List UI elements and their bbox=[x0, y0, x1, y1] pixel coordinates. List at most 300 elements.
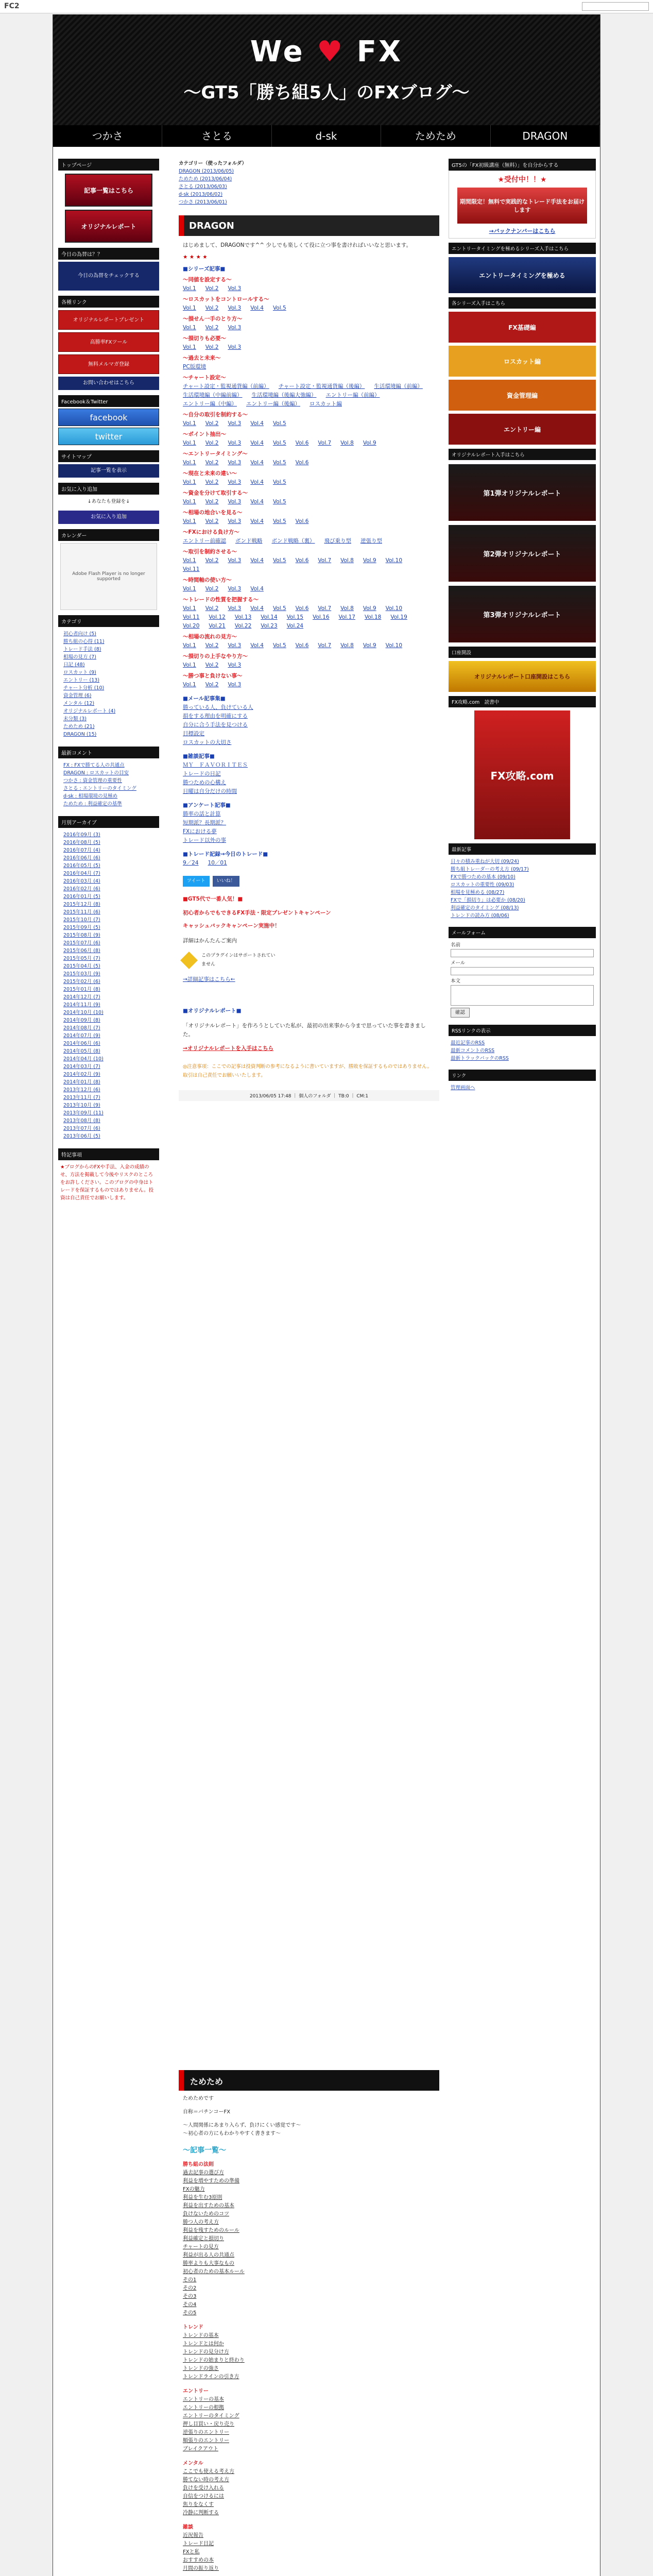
fc2-logo[interactable]: FC2 bbox=[4, 2, 20, 10]
zatsudan-item[interactable]: 勝つための心構え bbox=[183, 779, 226, 786]
series-link[interactable]: Vol.3 bbox=[228, 440, 242, 446]
series-link[interactable]: Vol.2 bbox=[205, 682, 219, 688]
breadcrumb-item[interactable]: DRAGON (2013/06/05) bbox=[179, 168, 234, 174]
archive-item[interactable]: 2015年09月 (5) bbox=[63, 925, 100, 930]
second-link[interactable]: 負けないためのコツ bbox=[183, 2211, 229, 2217]
series-link[interactable]: Vol.3 bbox=[228, 557, 242, 564]
promo-banner[interactable]: 期間限定！無料で実践的なトレード手法をお届けします bbox=[457, 188, 587, 224]
second-link[interactable]: 負けを受け入れる bbox=[183, 2485, 224, 2491]
breadcrumb-item[interactable]: つかさ (2013/06/01) bbox=[179, 199, 227, 205]
entry-series-title: エントリータイミングを極めるシリーズ入手はこちら bbox=[449, 243, 596, 254]
category-item[interactable]: DRAGON (15) bbox=[63, 732, 97, 737]
series-link[interactable]: Vol.12 bbox=[209, 614, 226, 620]
archive-item[interactable]: 2015年01月 (8) bbox=[63, 987, 100, 992]
archive-item[interactable]: 2013年10月 (9) bbox=[63, 1103, 100, 1108]
report-banner[interactable]: オリジナルレポート bbox=[65, 210, 152, 243]
series-link[interactable]: Vol.1 bbox=[183, 305, 196, 311]
archive-item[interactable]: 2014年06月 (6) bbox=[63, 1041, 100, 1046]
report-title: ■オリジナルレポート■ bbox=[183, 1008, 242, 1014]
promo-link[interactable]: →バックナンバーはこちら bbox=[489, 228, 556, 234]
zatsudan-item[interactable]: 日曜は自分だけの時間 bbox=[183, 788, 237, 794]
series-link[interactable]: Vol.9 bbox=[363, 557, 376, 564]
archive-item[interactable]: 2015年03月 (9) bbox=[63, 971, 100, 977]
report-banner[interactable]: 第3弾オリジナルレポート bbox=[449, 586, 596, 642]
series-link[interactable]: Vol.5 bbox=[272, 440, 286, 446]
category-item[interactable]: 初心者向け (5) bbox=[63, 631, 96, 637]
series-link[interactable]: Vol.11 bbox=[183, 566, 200, 572]
archive-item[interactable]: 2016年04月 (7) bbox=[63, 871, 100, 876]
second-link[interactable]: その2 bbox=[183, 2285, 197, 2291]
second-link[interactable]: トレンドの強さ bbox=[183, 2366, 219, 2371]
second-link[interactable]: トレンドラインの引き方 bbox=[183, 2374, 239, 2380]
series-link[interactable]: Vol.5 bbox=[272, 518, 286, 524]
second-link[interactable]: 順張りのエントリー bbox=[183, 2438, 229, 2444]
series-link[interactable]: 飛び乗り型 bbox=[324, 538, 351, 544]
second-link[interactable]: ここでも使える考え方 bbox=[183, 2469, 234, 2475]
rss-item[interactable]: 最新トラックバックのRSS bbox=[451, 1056, 509, 1061]
tool-button[interactable]: 高勝率FXツール bbox=[58, 332, 159, 352]
series-link[interactable]: Vol.3 bbox=[228, 344, 242, 350]
series-link[interactable]: Vol.2 bbox=[205, 440, 219, 446]
series-link[interactable]: Vol.5 bbox=[272, 605, 286, 612]
second-link[interactable]: その4 bbox=[183, 2302, 197, 2308]
category-item[interactable]: ためため (21) bbox=[63, 724, 95, 730]
second-link[interactable]: エントリーのタイミング bbox=[183, 2413, 239, 2419]
second-link[interactable]: 自信をつけるには bbox=[183, 2494, 224, 2499]
second-link[interactable]: 月間の振り返り bbox=[183, 2566, 219, 2571]
series-link[interactable]: 生活環境編（中編前編） bbox=[183, 392, 243, 398]
archive-item[interactable]: 2015年08月 (9) bbox=[63, 933, 100, 938]
series-link[interactable]: Vol.20 bbox=[183, 623, 200, 629]
mailmag-button[interactable]: 無料メルマガ登録 bbox=[58, 354, 159, 374]
second-link[interactable]: チャートの見方 bbox=[183, 2244, 219, 2250]
category-item[interactable]: エントリー (13) bbox=[63, 677, 100, 683]
second-link[interactable]: トレンドとは何か bbox=[183, 2341, 224, 2347]
series-link[interactable]: エントリー編（後編） bbox=[246, 401, 300, 407]
series-heading: ～ロスカットをコントロールする～ bbox=[183, 296, 269, 302]
second-link[interactable]: FXと私 bbox=[183, 2549, 200, 2555]
series-link[interactable]: Vol.7 bbox=[318, 557, 332, 564]
archive-item[interactable]: 2014年03月 (7) bbox=[63, 1064, 100, 1070]
like-button[interactable]: いいね！ bbox=[213, 876, 239, 887]
series-link[interactable]: Vol.3 bbox=[228, 460, 242, 466]
survey-item[interactable]: 短期派？長期派？ bbox=[183, 820, 226, 826]
series-link[interactable]: Vol.1 bbox=[183, 344, 196, 350]
present-button[interactable]: オリジナルレポートプレゼント bbox=[58, 310, 159, 330]
series-link[interactable]: Vol.5 bbox=[272, 420, 286, 427]
series-banner[interactable]: ロスカット編 bbox=[449, 346, 596, 377]
archive-item[interactable]: 2016年05月 (5) bbox=[63, 863, 100, 869]
series-heading: ～相場の地合いを見る～ bbox=[183, 510, 243, 516]
archive-item[interactable]: 2016年09月 (3) bbox=[63, 832, 100, 838]
series-link[interactable]: Vol.2 bbox=[205, 499, 219, 505]
series-link[interactable]: Vol.1 bbox=[183, 479, 196, 485]
second-link[interactable]: 冷静に判断する bbox=[183, 2510, 219, 2516]
series-link[interactable]: Vol.3 bbox=[228, 285, 242, 292]
mail-addr-input[interactable] bbox=[451, 967, 594, 975]
series-link[interactable]: ボンド戦略 bbox=[235, 538, 263, 544]
link-item[interactable]: 管理画面へ bbox=[451, 1085, 475, 1091]
series-banner[interactable]: エントリー編 bbox=[449, 414, 596, 445]
series-link[interactable]: Vol.2 bbox=[205, 344, 219, 350]
series-link[interactable]: Vol.5 bbox=[272, 479, 286, 485]
series-link[interactable]: Vol.4 bbox=[250, 642, 264, 649]
blog-title[interactable]: We ♥ FX bbox=[250, 35, 403, 69]
survey-item[interactable]: 勝率の話と計算 bbox=[183, 811, 221, 817]
series-link[interactable]: 生活環境編（後編大強編） bbox=[251, 392, 317, 398]
new-entry-item[interactable]: ロスカットの重要性 (09/03) bbox=[451, 882, 514, 888]
archive-item[interactable]: 2015年10月 (7) bbox=[63, 917, 100, 923]
archive-item[interactable]: 2016年01月 (5) bbox=[63, 894, 100, 900]
series-link[interactable]: Vol.5 bbox=[272, 460, 286, 466]
second-entry-title[interactable]: ためため bbox=[190, 2077, 224, 2087]
second-link[interactable]: 押し目買い・戻り売り bbox=[183, 2421, 234, 2427]
series-link[interactable]: Vol.1 bbox=[183, 682, 196, 688]
series-link[interactable]: エントリー編（中編） bbox=[183, 401, 237, 407]
series-link[interactable]: Vol.1 bbox=[183, 420, 196, 427]
second-link[interactable]: 勝てない時の考え方 bbox=[183, 2477, 229, 2483]
report-banner[interactable]: 第2弾オリジナルレポート bbox=[449, 525, 596, 582]
series-link[interactable]: Vol.1 bbox=[183, 325, 196, 331]
breadcrumb-item[interactable]: d-sk (2013/06/02) bbox=[179, 192, 223, 197]
mail-name-input[interactable] bbox=[451, 949, 594, 957]
new-entry-item[interactable]: トレンドの読み方 (08/06) bbox=[451, 913, 509, 919]
series-link[interactable]: Vol.1 bbox=[183, 662, 196, 668]
series-link[interactable]: 逆張り型 bbox=[360, 538, 382, 544]
category-item[interactable]: 日記 (48) bbox=[63, 662, 85, 668]
series-link[interactable]: Vol.3 bbox=[228, 325, 242, 331]
second-link[interactable]: 勝つ人の考え方 bbox=[183, 2219, 219, 2225]
archive-item[interactable]: 2013年11月 (7) bbox=[63, 1095, 100, 1100]
account-banner[interactable]: オリジナルレポート口座開設はこちら bbox=[449, 661, 596, 692]
archive-item[interactable]: 2014年04月 (10) bbox=[63, 1056, 104, 1062]
series-link[interactable]: Vol.4 bbox=[250, 499, 264, 505]
archive-item[interactable]: 2013年09月 (11) bbox=[63, 1110, 104, 1116]
series-link[interactable]: Vol.2 bbox=[205, 325, 219, 331]
series-link[interactable]: ロスカット編 bbox=[310, 401, 342, 407]
series-link[interactable]: Vol.2 bbox=[205, 518, 219, 524]
series-link[interactable]: Vol.21 bbox=[209, 623, 226, 629]
second-link[interactable]: 利益確定と損切り bbox=[183, 2236, 224, 2242]
series-banner[interactable]: 資金管理編 bbox=[449, 380, 596, 411]
second-link[interactable]: その3 bbox=[183, 2294, 197, 2299]
series-link[interactable]: Vol.6 bbox=[295, 605, 309, 612]
series-link[interactable]: Vol.1 bbox=[183, 285, 196, 292]
second-link[interactable]: その5 bbox=[183, 2310, 197, 2316]
second-link[interactable]: トレンドの基本 bbox=[183, 2333, 219, 2338]
category-item[interactable]: 相場の見方 (7) bbox=[63, 654, 96, 660]
second-link[interactable]: 利益が出る人の共通点 bbox=[183, 2252, 234, 2258]
series-link[interactable]: Vol.6 bbox=[295, 460, 309, 466]
series-link[interactable]: Vol.4 bbox=[250, 440, 264, 446]
series-link[interactable]: Vol.1 bbox=[183, 460, 196, 466]
series-link[interactable]: Vol.2 bbox=[205, 420, 219, 427]
series-link[interactable]: Vol.6 bbox=[295, 440, 309, 446]
new-entry-item[interactable]: FXで「損切り」は必要か (08/20) bbox=[451, 897, 525, 903]
series-link[interactable]: Vol.3 bbox=[228, 586, 242, 592]
series-link[interactable]: Vol.1 bbox=[183, 605, 196, 612]
second-link[interactable]: 近況報告 bbox=[183, 2533, 203, 2538]
series-link[interactable]: Vol.2 bbox=[205, 642, 219, 649]
archive-item[interactable]: 2015年11月 (6) bbox=[63, 909, 100, 915]
series-link[interactable]: Vol.3 bbox=[228, 605, 242, 612]
second-link[interactable]: その1 bbox=[183, 2277, 197, 2283]
archive-item[interactable]: 2014年02月 (9) bbox=[63, 1072, 100, 1077]
second-link[interactable]: トレンドの始まりと終わり bbox=[183, 2358, 245, 2363]
second-link[interactable]: 過去記事の選び方 bbox=[183, 2170, 224, 2176]
archive-item[interactable]: 2016年02月 (6) bbox=[63, 886, 100, 892]
twitter-button[interactable]: twitter bbox=[58, 428, 159, 445]
facebook-button[interactable]: facebook bbox=[58, 409, 159, 426]
survey-item[interactable]: トレード以外の事 bbox=[183, 837, 226, 843]
series-link[interactable]: Vol.1 bbox=[183, 586, 196, 592]
series-link[interactable]: Vol.16 bbox=[313, 614, 330, 620]
series-link[interactable]: Vol.4 bbox=[250, 479, 264, 485]
series-link[interactable]: Vol.3 bbox=[228, 479, 242, 485]
archive-item[interactable]: 2016年08月 (5) bbox=[63, 840, 100, 845]
misc-item[interactable]: ロスカットの大切さ bbox=[183, 739, 232, 745]
entry-title[interactable]: DRAGON bbox=[189, 221, 234, 231]
series-link[interactable]: Vol.5 bbox=[272, 305, 286, 311]
archive-item[interactable]: 2015年06月 (8) bbox=[63, 948, 100, 954]
series-link[interactable]: チャート設定・監視通貨編（前編） bbox=[183, 383, 269, 389]
second-link[interactable]: 逆張りのエントリー bbox=[183, 2430, 229, 2435]
series-link[interactable]: 生活環境編（前編） bbox=[374, 383, 423, 389]
series-link[interactable]: Vol.3 bbox=[228, 642, 242, 649]
sitemap-button[interactable]: 記事一覧を表示 bbox=[58, 464, 159, 478]
series-link[interactable]: Vol.5 bbox=[272, 642, 286, 649]
series-link[interactable]: Vol.10 bbox=[385, 605, 403, 612]
series-vols bbox=[183, 681, 435, 689]
series-link[interactable]: Vol.17 bbox=[338, 614, 355, 620]
series-link[interactable]: Vol.3 bbox=[228, 518, 242, 524]
series-link[interactable]: Vol.10 bbox=[385, 642, 403, 649]
category-item[interactable]: 資金管理 (6) bbox=[63, 693, 92, 699]
archive-item[interactable]: 2013年06月 (5) bbox=[63, 1133, 100, 1139]
series-link[interactable]: Vol.6 bbox=[295, 557, 309, 564]
rss-item[interactable]: 最近記事のRSS bbox=[451, 1040, 485, 1046]
comment-item[interactable]: ためため : 利益確定の基準 bbox=[63, 801, 122, 807]
nav-item-satoru[interactable]: さとる bbox=[162, 125, 271, 147]
category-item[interactable]: チャート分析 (10) bbox=[63, 685, 105, 691]
second-link[interactable]: FXの魅力 bbox=[183, 2187, 205, 2192]
survey-item[interactable]: FXにおける夢 bbox=[183, 828, 217, 835]
second-link[interactable]: 初心者のための基本ルール bbox=[183, 2269, 245, 2275]
archive-item[interactable]: 2013年12月 (6) bbox=[63, 1087, 100, 1093]
rss-item[interactable]: 最新コメントのRSS bbox=[451, 1048, 495, 1054]
series-link[interactable]: Vol.2 bbox=[205, 460, 219, 466]
report-link[interactable]: →オリジナルレポートを入手はこちら bbox=[183, 1045, 274, 1052]
today-check-button[interactable]: 今日の為替をチェックする bbox=[58, 262, 159, 291]
category-item[interactable]: 未分類 (3) bbox=[63, 716, 87, 722]
category-item[interactable]: オリジナルレポート (4) bbox=[63, 708, 116, 714]
series-link[interactable]: Vol.7 bbox=[318, 440, 332, 446]
archive-item[interactable]: 2015年04月 (5) bbox=[63, 963, 100, 969]
series-link[interactable]: Vol.1 bbox=[183, 557, 196, 564]
series-link[interactable]: Vol.4 bbox=[250, 305, 264, 311]
archive-item[interactable]: 2014年07月 (9) bbox=[63, 1033, 100, 1039]
contact-button[interactable]: お問い合わせはこちら bbox=[58, 377, 159, 390]
series-banner[interactable]: FX基礎編 bbox=[449, 312, 596, 343]
series-link[interactable]: Vol.7 bbox=[318, 605, 332, 612]
second-link[interactable]: 利益を生む3原則 bbox=[183, 2195, 222, 2200]
second-link[interactable]: 利益を増やすための準備 bbox=[183, 2178, 239, 2184]
archive-item[interactable]: 2014年01月 (8) bbox=[63, 1079, 100, 1085]
comment-item[interactable]: さとる : エントリーのタイミング bbox=[63, 786, 136, 791]
series-link[interactable]: Vol.10 bbox=[385, 557, 403, 564]
archive-item[interactable]: 2016年06月 (6) bbox=[63, 855, 100, 861]
second-link[interactable]: エントリーの基本 bbox=[183, 2397, 224, 2402]
series-link[interactable]: チャート設定・監視通貨編（後編） bbox=[278, 383, 365, 389]
zatsudan-item[interactable]: ＭＹ ＦＡＶＯＲＩＴＥＳ bbox=[183, 762, 248, 768]
entry-series-banner[interactable]: エントリータイミングを極める bbox=[449, 257, 596, 293]
series-link[interactable]: Vol.1 bbox=[183, 499, 196, 505]
series-link[interactable]: Vol.2 bbox=[205, 662, 219, 668]
archive-item[interactable]: 2014年11月 (9) bbox=[63, 1002, 100, 1008]
second-link[interactable]: 利益を残すためのルール bbox=[183, 2228, 239, 2233]
misc-item[interactable]: 目標設定 bbox=[183, 731, 204, 737]
series-link[interactable]: Vol.3 bbox=[228, 662, 242, 668]
mail-confirm-button[interactable]: 確認 bbox=[451, 1008, 470, 1018]
category-item[interactable]: ロスカット (9) bbox=[63, 670, 96, 675]
series-link[interactable]: Vol.5 bbox=[272, 557, 286, 564]
series-link[interactable]: Vol.8 bbox=[340, 440, 354, 446]
series-link[interactable]: Vol.6 bbox=[295, 518, 309, 524]
series-link[interactable]: Vol.9 bbox=[363, 440, 376, 446]
category-item[interactable]: トレード手法 (8) bbox=[63, 647, 101, 652]
series-link[interactable]: Vol.4 bbox=[250, 557, 264, 564]
article-list-banner[interactable]: 記事一覧はこちら bbox=[65, 174, 152, 207]
new-entry-item[interactable]: FXで勝つための基本 (09/10) bbox=[451, 874, 515, 880]
comment-item[interactable]: DRAGON : ロスカットの目安 bbox=[63, 770, 129, 776]
series-link[interactable]: Vol.1 bbox=[183, 518, 196, 524]
series-link[interactable]: Vol.1 bbox=[183, 440, 196, 446]
comment-item[interactable]: d-sk : 相場環境の見極め bbox=[63, 793, 118, 799]
series-link[interactable]: Vol.18 bbox=[364, 614, 382, 620]
pr-more-link[interactable]: →詳細記事はこちら← bbox=[183, 976, 235, 982]
comment-item[interactable]: つかさ : 資金管理の重要性 bbox=[63, 778, 122, 784]
fxbook-cover[interactable]: FX攻略.com bbox=[474, 710, 570, 839]
series-link[interactable]: Vol.3 bbox=[228, 499, 242, 505]
tweet-button[interactable]: ツイート bbox=[183, 876, 210, 887]
second-link[interactable]: トレンドの見分け方 bbox=[183, 2349, 229, 2355]
nav-item-tsukasa[interactable]: つかさ bbox=[53, 125, 162, 147]
series-link[interactable]: Vol.2 bbox=[205, 586, 219, 592]
trade-item[interactable]: 10／01 bbox=[208, 860, 227, 866]
nav-item-tametame[interactable]: ためため bbox=[381, 125, 490, 147]
comment-item[interactable]: FX : FXで勝てる人の共通点 bbox=[63, 762, 125, 768]
series-link[interactable]: ボンド戦略（裏） bbox=[271, 538, 315, 544]
misc-item[interactable]: 損をする理由を明確にする bbox=[183, 713, 248, 719]
series-link[interactable]: Vol.4 bbox=[250, 605, 264, 612]
breadcrumb-item[interactable]: さとる (2013/06/03) bbox=[179, 184, 227, 190]
series-link[interactable]: Vol.9 bbox=[363, 642, 376, 649]
mail-body-input[interactable] bbox=[451, 985, 594, 1006]
zatsudan-item[interactable]: トレードの日記 bbox=[183, 771, 221, 777]
series-link[interactable]: Vol.23 bbox=[261, 623, 278, 629]
archive-item[interactable]: 2015年07月 (6) bbox=[63, 940, 100, 946]
series-link[interactable]: Vol.2 bbox=[205, 479, 219, 485]
second-link[interactable]: おすすめの本 bbox=[183, 2557, 214, 2563]
archive-item[interactable]: 2013年08月 (8) bbox=[63, 1118, 100, 1124]
category-item[interactable]: メンタル (12) bbox=[63, 701, 95, 706]
series-link[interactable]: Vol.4 bbox=[250, 586, 264, 592]
series-link[interactable]: Vol.5 bbox=[272, 499, 286, 505]
series-link[interactable]: Vol.1 bbox=[183, 642, 196, 649]
archive-item[interactable]: 2014年09月 (8) bbox=[63, 1018, 100, 1023]
archive-item[interactable]: 2016年03月 (4) bbox=[63, 878, 100, 884]
series-link[interactable]: Vol.3 bbox=[228, 305, 242, 311]
archive-item[interactable]: 2014年08月 (7) bbox=[63, 1025, 100, 1031]
second-link[interactable]: 焦りをなくす bbox=[183, 2502, 214, 2507]
new-entry-item[interactable]: 相場を見極める (08/27) bbox=[451, 890, 505, 895]
series-link[interactable]: Vol.8 bbox=[340, 642, 354, 649]
series-link[interactable]: Vol.2 bbox=[205, 557, 219, 564]
series-link[interactable]: Vol.9 bbox=[363, 605, 376, 612]
second-link[interactable]: ブレイクアウト bbox=[183, 2446, 218, 2452]
archive-item[interactable]: 2014年12月 (7) bbox=[63, 994, 100, 1000]
series-link[interactable]: Vol.2 bbox=[205, 305, 219, 311]
series-link[interactable]: Vol.13 bbox=[234, 614, 252, 620]
series-link[interactable]: Vol.14 bbox=[261, 614, 278, 620]
nav-item-dragon[interactable]: DRAGON bbox=[491, 125, 600, 147]
series-link[interactable]: Vol.24 bbox=[286, 623, 304, 629]
series-link[interactable]: Vol.4 bbox=[250, 420, 264, 427]
breadcrumb-item[interactable]: ためため (2013/06/04) bbox=[179, 176, 232, 182]
favorite-button[interactable]: お気に入り追加 bbox=[58, 511, 159, 524]
series-link[interactable]: PC版環境 bbox=[183, 364, 207, 370]
series-link[interactable]: Vol.15 bbox=[286, 614, 304, 620]
archive-item[interactable]: 2014年10月 (10) bbox=[63, 1010, 104, 1015]
archive-item[interactable]: 2013年07月 (6) bbox=[63, 1126, 100, 1131]
archive-item[interactable]: 2015年12月 (8) bbox=[63, 902, 100, 907]
second-link[interactable]: 勝率よりも大事なもの bbox=[183, 2261, 234, 2266]
archive-item[interactable]: 2015年05月 (7) bbox=[63, 956, 100, 961]
misc-item[interactable]: 勝っている人、負けている人 bbox=[183, 704, 253, 710]
new-entry-item[interactable]: 勝ち組トレーダーの考え方 (09/17) bbox=[451, 867, 529, 872]
series-link[interactable]: Vol.4 bbox=[250, 460, 264, 466]
series-link[interactable]: エントリー前確認 bbox=[183, 538, 226, 544]
series-link[interactable]: Vol.2 bbox=[205, 605, 219, 612]
search-input[interactable] bbox=[582, 2, 649, 11]
series-link[interactable]: Vol.2 bbox=[205, 285, 219, 292]
series-link[interactable]: Vol.11 bbox=[183, 614, 200, 620]
second-link[interactable]: エントリーの根拠 bbox=[183, 2405, 224, 2411]
second-link[interactable]: 利益を出すための基本 bbox=[183, 2203, 234, 2209]
series-link[interactable]: エントリー編（前編） bbox=[325, 392, 380, 398]
trade-item[interactable]: 9／24 bbox=[183, 860, 199, 866]
series-link[interactable]: Vol.22 bbox=[234, 623, 252, 629]
category-item[interactable]: 勝ち組の心得 (11) bbox=[63, 639, 105, 645]
series-link[interactable]: Vol.19 bbox=[390, 614, 407, 620]
misc-item[interactable]: 自分に合う手法を見つける bbox=[183, 722, 248, 728]
new-entry-item[interactable]: 利益確定のタイミング (08/13) bbox=[451, 905, 519, 911]
archive-item[interactable]: 2015年02月 (6) bbox=[63, 979, 100, 985]
report-banner[interactable]: 第1弾オリジナルレポート bbox=[449, 464, 596, 521]
archive-item[interactable]: 2014年05月 (8) bbox=[63, 1048, 100, 1054]
archive-item[interactable]: 2016年07月 (4) bbox=[63, 848, 100, 853]
series-link[interactable]: Vol.3 bbox=[228, 682, 242, 688]
series-link[interactable]: Vol.4 bbox=[250, 518, 264, 524]
series-link[interactable]: Vol.3 bbox=[228, 420, 242, 427]
series-link[interactable]: Vol.8 bbox=[340, 605, 354, 612]
new-entry-item[interactable]: 日々の積み重ねが大切 (09/24) bbox=[451, 859, 519, 865]
series-link[interactable]: Vol.8 bbox=[340, 557, 354, 564]
series-link[interactable]: Vol.7 bbox=[318, 642, 332, 649]
second-link[interactable]: トレード日記 bbox=[183, 2541, 214, 2547]
series-link[interactable]: Vol.6 bbox=[295, 642, 309, 649]
nav-item-dsk[interactable]: d-sk bbox=[272, 125, 381, 147]
